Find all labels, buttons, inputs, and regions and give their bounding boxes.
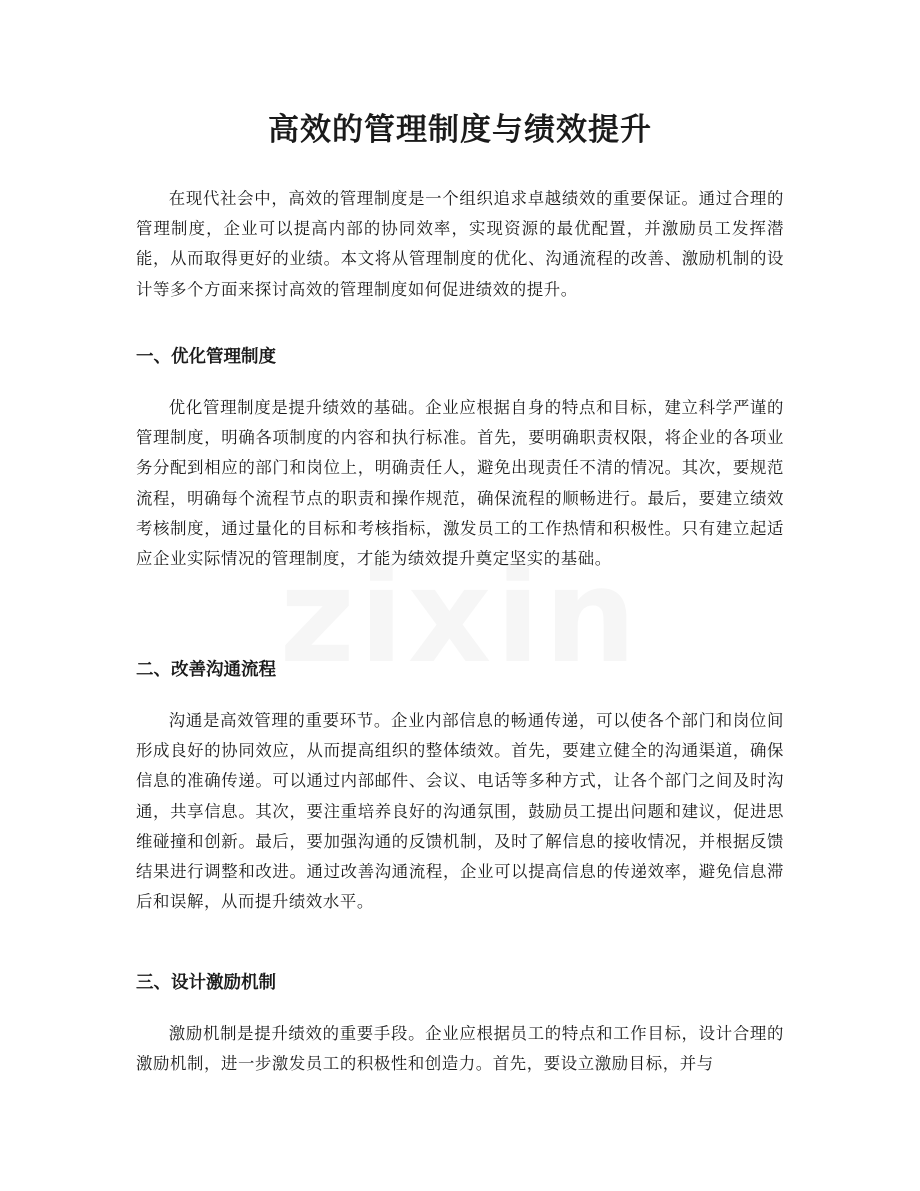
section-heading-2: 二、改善沟通流程 xyxy=(136,660,276,680)
section-body-3: 激励机制是提升绩效的重要手段。企业应根据员工的特点和工作目标，设计合理的激励机制，进一步激发员工的积极性和创造力。首先，要设立激励目标，并与 xyxy=(136,1024,784,1074)
section-body-1: 优化管理制度是提升绩效的基础。企业应根据自身的特点和目标，建立科学严谨的管理制度，明确各项制度的内容和执行标准。首先，要明确职责权限，将企业的各项业务分配到相应的部门和岗位上，明确责任人，避免出现责任不清的情况。其次，要规范流程，明确每个流程节点的职责和操作规范，确保流程的顺畅进行。最后，要建立绩效考核制度，通过量化的目标和考核指标，激发员工的工作热情和积极性。只有建立起适应企业实际情况的管理制度，才能为绩效提升奠定坚实的基础。 xyxy=(136,398,784,569)
page-title: 高效的管理制度与绩效提升 xyxy=(268,112,652,148)
intro-paragraph: 在现代社会中，高效的管理制度是一个组织追求卓越绩效的重要保证。通过合理的管理制度，企业可以提高内部的协同效率，实现资源的最优配置，并激励员工发挥潜能，从而取得更好的业绩。本文将从管理制度的优化、沟通流程的改善、激励机制的设计等多个方面来探讨高效的管理制度如何促进绩效的提升。 xyxy=(136,189,784,299)
section-heading-3: 三、设计激励机制 xyxy=(136,973,276,993)
section-heading-1: 一、优化管理制度 xyxy=(136,347,276,367)
section-body-2: 沟通是高效管理的重要环节。企业内部信息的畅通传递，可以使各个部门和岗位间形成良好的协同效应，从而提高组织的整体绩效。首先，要建立健全的沟通渠道，确保信息的准确传递。可以通过内部邮件、会议、电话等多种方式，让各个部门之间及时沟通，共享信息。其次，要注重培养良好的沟通氛围，鼓励员工提出问题和建议，促进思维碰撞和创新。最后，要加强沟通的反馈机制，及时了解信息的接收情况，并根据反馈结果进行调整和改进。通过改善沟通流程，企业可以提高信息的传递效率，避免信息滞后和误解，从而提升绩效水平。 xyxy=(136,711,784,912)
